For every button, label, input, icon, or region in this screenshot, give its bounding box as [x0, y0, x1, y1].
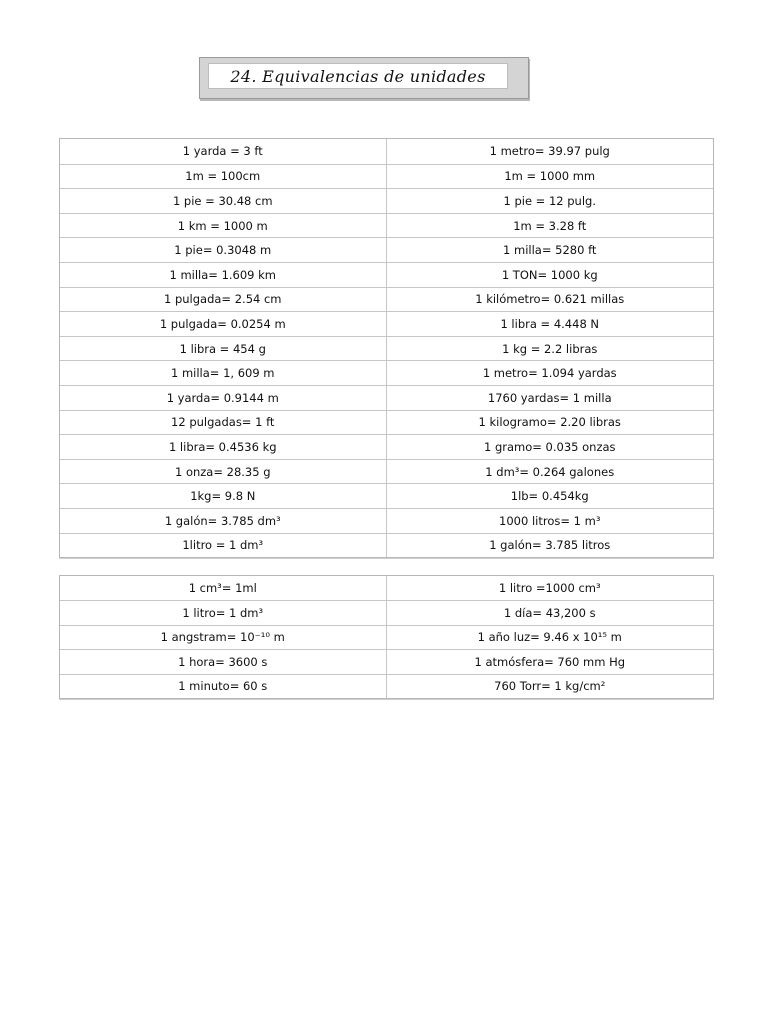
equivalence-left: 1 milla= 1, 609 m	[60, 361, 387, 385]
equivalence-right: 1 día= 43,200 s	[503, 606, 596, 621]
equivalence-left: 1 hora= 3600 s	[60, 650, 387, 673]
table-row	[60, 213, 713, 238]
table-row	[60, 483, 713, 508]
table-row	[60, 508, 713, 533]
equivalence-left: 1 pie= 0.3048 m	[60, 238, 387, 262]
page-title: 24. Equivalencias de unidades	[208, 63, 508, 89]
table-row	[60, 410, 713, 435]
equivalence-left: 1 onza= 28.35 g	[60, 460, 387, 484]
equivalence-right: 1 metro= 1.094 yardas	[482, 366, 617, 381]
equivalence-table-2	[59, 575, 714, 699]
equivalence-left: 1 pulgada= 2.54 cm	[60, 288, 387, 312]
equivalence-left: 1 km = 1000 m	[60, 214, 387, 238]
equivalence-left: 1m = 100cm	[60, 165, 387, 189]
equivalence-right: 1 milla= 5280 ft	[503, 243, 597, 258]
table-row	[60, 533, 713, 558]
equivalence-right: 1 dm³= 0.264 galones	[485, 464, 615, 479]
equivalence-left: 1 cm³= 1ml	[60, 576, 387, 600]
equivalence-right: 1 metro= 39.97 pulg	[489, 144, 610, 159]
table-row	[60, 649, 713, 673]
equivalence-left: 1 libra = 454 g	[60, 337, 387, 361]
equivalence-right: 1m = 1000 mm	[504, 169, 596, 184]
table-row	[60, 459, 713, 484]
equivalence-right: 1 kilogramo= 2.20 libras	[478, 415, 621, 430]
equivalence-right: 1 año luz= 9.46 x 10¹⁵ m	[477, 630, 622, 645]
equivalence-right: 1 kilómetro= 0.621 millas	[475, 292, 625, 307]
equivalence-right: 1m = 3.28 ft	[513, 218, 587, 233]
table-row	[60, 434, 713, 459]
table-row	[60, 188, 713, 213]
equivalence-left: 1 yarda = 3 ft	[60, 139, 387, 164]
equivalence-right: 1 TON= 1000 kg	[501, 267, 598, 282]
equivalence-left: 1 pie = 30.48 cm	[60, 189, 387, 213]
equivalence-right: 1 pie = 12 pulg.	[503, 193, 597, 208]
title-box	[199, 57, 529, 99]
equivalence-left: 1 libra= 0.4536 kg	[60, 435, 387, 459]
equivalence-right: 1 litro =1000 cm³	[498, 581, 601, 596]
equivalence-right: 1 libra = 4.448 N	[500, 316, 600, 331]
equivalence-right: 1760 yardas= 1 milla	[487, 390, 612, 405]
equivalence-left: 1 pulgada= 0.0254 m	[60, 312, 387, 336]
table-row	[60, 600, 713, 624]
equivalence-right: 760 Torr= 1 kg/cm²	[494, 679, 606, 694]
equivalence-left: 1 yarda= 0.9144 m	[60, 386, 387, 410]
equivalence-right: 1 atmósfera= 760 mm Hg	[474, 654, 626, 669]
equivalence-right: 1lb= 0.454kg	[510, 489, 589, 504]
table-row	[60, 287, 713, 312]
equivalence-right: 1000 litros= 1 m³	[499, 513, 601, 528]
table-row	[60, 674, 713, 698]
table-row	[60, 237, 713, 262]
table-row	[60, 385, 713, 410]
equivalence-left: 1kg= 9.8 N	[60, 484, 387, 508]
equivalence-right: 1 kg = 2.2 libras	[502, 341, 598, 356]
equivalence-right: 1 galón= 3.785 litros	[489, 538, 611, 553]
equivalence-left: 1 minuto= 60 s	[60, 675, 387, 698]
table-row	[60, 576, 713, 600]
equivalence-left: 1 milla= 1.609 km	[60, 263, 387, 287]
table-row	[60, 360, 713, 385]
equivalence-left: 12 pulgadas= 1 ft	[60, 411, 387, 435]
equivalence-left: 1 angstram= 10⁻¹⁰ m	[60, 626, 387, 649]
table-row	[60, 625, 713, 649]
table-row	[60, 262, 713, 287]
equivalence-table-1	[59, 138, 714, 558]
table-row	[60, 139, 713, 164]
equivalence-left: 1 galón= 3.785 dm³	[60, 509, 387, 533]
table-row	[60, 336, 713, 361]
table-row	[60, 311, 713, 336]
table-row	[60, 164, 713, 189]
equivalence-right: 1 gramo= 0.035 onzas	[483, 439, 616, 454]
equivalence-left: 1 litro= 1 dm³	[60, 601, 387, 624]
equivalence-left: 1litro = 1 dm³	[60, 534, 387, 558]
